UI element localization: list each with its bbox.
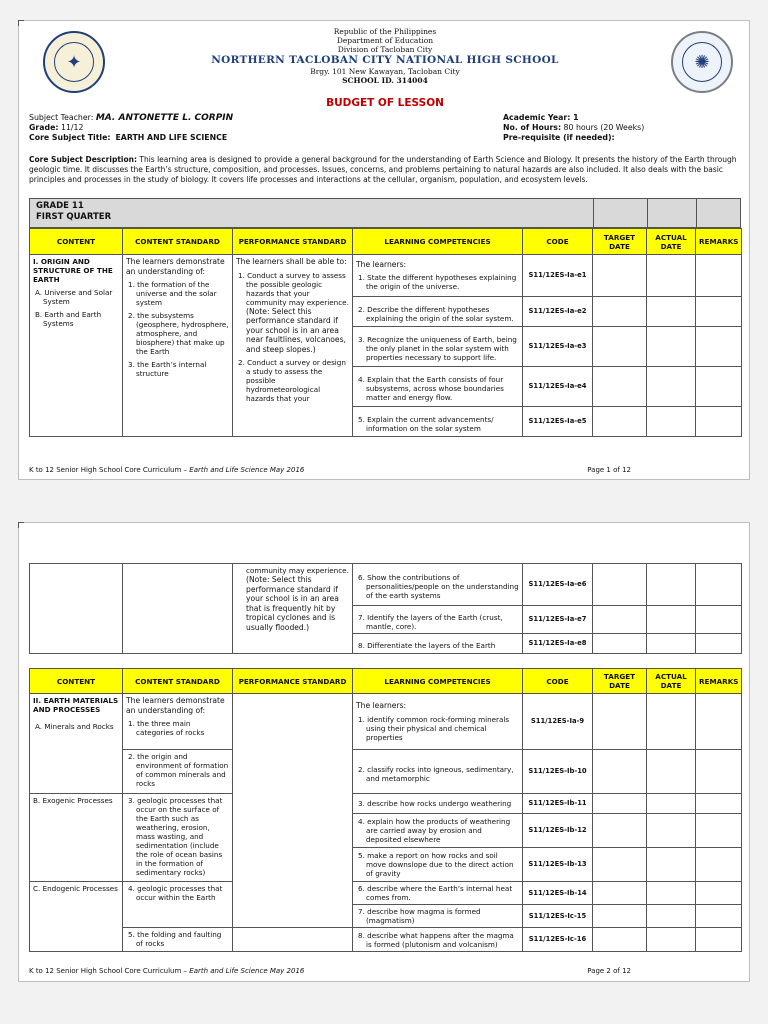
lc-item: 2. classify rocks into igneous, sedimentary, and metamorphic	[358, 764, 514, 783]
actual-date-cell[interactable]	[647, 327, 696, 367]
col-code: CODE	[523, 669, 593, 694]
col-learning-competencies: LEARNING COMPETENCIES	[353, 669, 523, 694]
lc-item: 3. describe how rocks undergo weathering	[358, 799, 512, 808]
actual-date-cell[interactable]	[647, 255, 696, 297]
col-target-date: TARGET DATE	[593, 669, 647, 694]
actual-date-cell[interactable]	[647, 794, 696, 814]
lc-item: 2. Describe the different hypotheses explaining the origin of the solar system.	[358, 304, 514, 323]
lc-item: 8. describe what happens after the magma is formed (plutonism and volcanism)	[358, 930, 514, 949]
col-remarks: REMARKS	[696, 229, 742, 255]
code-cell: S11/12ES-Ia-e1	[523, 255, 593, 297]
page-1	[18, 20, 750, 480]
content-item: C. Endogenic Processes	[33, 884, 118, 893]
target-date-cell[interactable]	[593, 327, 647, 367]
content-standard-cell	[123, 750, 233, 794]
hours-label: No. of Hours:	[503, 123, 562, 132]
hours-value: 80 hours (20 Weeks)	[563, 123, 645, 132]
table-header-row	[30, 229, 742, 255]
table-row	[30, 255, 742, 297]
lc-heading: The learners:	[356, 259, 407, 269]
lc-item: 1. State the different hypotheses explaining the origin of the universe.	[358, 273, 517, 292]
footer-italic: Earth and Life Science May 2016	[189, 967, 305, 975]
lc-cell	[353, 882, 523, 905]
code-cell: S11/12ES-Ia-e4	[523, 367, 593, 407]
ps-item: 2. Conduct a survey or design a study to assess the possible hydrometeorological hazards that your	[238, 358, 346, 403]
col-actual-date: ACTUAL DATE	[647, 229, 696, 255]
remarks-cell[interactable]	[696, 750, 742, 794]
ps-note: (Note: Select this performance standard if your school is in an area that is frequently hit by tropical cyclones and is usually flooded.)	[246, 575, 339, 632]
grade-label: Grade:	[29, 123, 59, 132]
performance-standard-cell	[233, 928, 353, 952]
remarks-cell[interactable]	[696, 634, 742, 654]
col-performance-standard: PERFORMANCE STANDARD	[233, 669, 353, 694]
code-cell: S11/12ES-Ia-e2	[523, 297, 593, 327]
remarks-cell[interactable]	[696, 928, 742, 952]
content-item: A. Minerals and Rocks	[35, 722, 114, 731]
academic-year: Academic Year: 1	[503, 113, 579, 122]
prerequisite-label: Pre-requisite (if needed):	[503, 133, 615, 142]
ps-item: 1. Conduct a survey to assess the possible geologic hazards that your community may experience.	[238, 270, 349, 307]
lc-cell	[353, 905, 523, 928]
cs-item: 2. the origin and environment of formation of common minerals and rocks	[128, 752, 229, 788]
description-label: Core Subject Description:	[29, 155, 137, 164]
col-target-date: TARGET DATE	[593, 229, 647, 255]
target-date-cell[interactable]	[593, 750, 647, 794]
subject-description	[29, 155, 741, 185]
lc-item: 7. describe how magma is formed (magmatism)	[358, 907, 481, 925]
lc-cell	[353, 848, 523, 882]
letterhead	[19, 27, 751, 97]
lc-item: 8. Differentiate the layers of the Earth	[358, 641, 496, 650]
lc-item: 4. Explain that the Earth consists of four subsystems, across whose boundaries matter and energy flow.	[358, 375, 504, 402]
school-name: NORTHERN TACLOBAN CITY NATIONAL HIGH SCHOOL	[211, 54, 559, 66]
page-number: Page 1 of 12	[587, 466, 631, 474]
tacloban-city-division-seal-icon: ✦	[43, 31, 105, 93]
target-date-cell[interactable]	[593, 407, 647, 437]
code-cell: S11/12ES-Ib-11	[523, 794, 593, 814]
content-title: I. ORIGIN AND STRUCTURE OF THE EARTH	[33, 257, 113, 284]
page-corner-mark	[18, 522, 24, 528]
cs-item: 2. the subsystems (geosphere, hydrosphere, atmosphere, and biosphere) that make up the Earth	[128, 311, 229, 356]
content-cell	[30, 564, 123, 654]
meta-right	[503, 113, 644, 143]
remarks-cell[interactable]	[696, 848, 742, 882]
remarks-cell[interactable]	[696, 327, 742, 367]
table-row	[30, 794, 742, 814]
col-learning-competencies: LEARNING COMPETENCIES	[353, 229, 523, 255]
performance-standard-cell	[233, 564, 353, 654]
performance-standard-cell	[233, 255, 353, 437]
lc-cell	[353, 634, 523, 654]
lesson-table-p1	[29, 228, 742, 437]
content-cell	[30, 882, 123, 952]
target-date-cell[interactable]	[593, 928, 647, 952]
teacher-label: Subject Teacher:	[29, 113, 94, 122]
page-footer	[29, 466, 741, 474]
lc-item: 4. explain how the products of weathering are carried away by erosion and deposited elsewhere	[358, 817, 511, 844]
core-subject-value: EARTH AND LIFE SCIENCE	[115, 133, 228, 142]
lc-cell	[353, 794, 523, 814]
code-cell: S11/12ES-Ia-e3	[523, 327, 593, 367]
target-date-cell[interactable]	[593, 794, 647, 814]
footer-italic: Earth and Life Science May 2016	[189, 466, 305, 474]
actual-date-cell[interactable]	[647, 814, 696, 848]
actual-date-cell[interactable]	[647, 367, 696, 407]
performance-standard-cell	[233, 694, 353, 928]
quarter-label-bar: FIRST QUARTER	[36, 212, 112, 222]
target-date-cell[interactable]	[593, 606, 647, 634]
actual-date-cell[interactable]	[647, 928, 696, 952]
col-remarks: REMARKS	[696, 669, 742, 694]
remarks-cell[interactable]	[696, 297, 742, 327]
remarks-cell[interactable]	[696, 564, 742, 606]
lc-cell	[353, 694, 523, 750]
remarks-cell[interactable]	[696, 367, 742, 407]
code-cell: S11/12ES-Ia-e5	[523, 407, 593, 437]
division-line: Division of Tacloban City	[337, 45, 433, 54]
cs-item: 4. geologic processes that occur within the Earth	[128, 884, 223, 902]
meta-left	[29, 113, 233, 143]
lc-item: 1. identify common rock-forming minerals using their physical and chemical properties	[358, 714, 510, 742]
content-standard-cell	[123, 882, 233, 928]
col-performance-standard: PERFORMANCE STANDARD	[233, 229, 353, 255]
lc-item: 6. describe where the Earth’s internal heat comes from.	[358, 884, 513, 902]
col-actual-date: ACTUAL DATE	[647, 669, 696, 694]
teacher-name: MA. ANTONETTE L. CORPIN	[95, 113, 234, 123]
actual-date-cell[interactable]	[647, 694, 696, 750]
cs-heading: The learners demonstrate an understanding of:	[126, 696, 225, 715]
target-date-cell[interactable]	[593, 905, 647, 928]
actual-date-cell[interactable]	[647, 905, 696, 928]
ps-continued: community may experience.	[246, 566, 349, 575]
remarks-cell[interactable]	[696, 407, 742, 437]
target-date-cell[interactable]	[593, 694, 647, 750]
col-content-standard: CONTENT STANDARD	[123, 669, 233, 694]
cs-item: 3. the Earth’s internal structure	[128, 360, 207, 378]
actual-date-cell[interactable]	[647, 750, 696, 794]
department-line: Department of Education	[336, 36, 434, 45]
content-standard-cell	[123, 694, 233, 750]
document-title: BUDGET OF LESSON	[326, 97, 444, 109]
description-text: This learning area is designed to provide a general background for the understanding of Earth Science and Biology. It presents the history of the Earth through geologic time. It discusses the Earth’s structure, composition, and processes. Issues, concerns, and problems pertaining to natural hazards are also included. It also deals with the basic principles and processes in the study of biology. It covers life processes and interactions at the cellular, organism, population, and ecosystem levels.	[29, 155, 737, 184]
target-date-cell[interactable]	[593, 814, 647, 848]
col-content: CONTENT	[30, 229, 123, 255]
actual-date-cell[interactable]	[647, 297, 696, 327]
code-cell: S11/12ES-Ia-e8	[523, 634, 593, 654]
code-cell: S11/12ES-Ib-14	[523, 882, 593, 905]
actual-date-cell[interactable]	[647, 564, 696, 606]
cs-item: 5. the folding and faulting of rocks	[128, 930, 222, 948]
grade-quarter-bar	[29, 198, 741, 228]
letterhead-text	[149, 27, 621, 85]
remarks-cell[interactable]	[696, 694, 742, 750]
lesson-table-p2-continued	[29, 563, 742, 654]
grade-label-bar: GRADE 11	[36, 201, 84, 211]
lc-item: 6. Show the contributions of personalities/people on the understanding of the earth systems	[358, 573, 519, 600]
content-standard-cell	[123, 564, 233, 654]
table-row	[30, 564, 742, 606]
table-header-row	[30, 669, 742, 694]
lc-cell	[353, 297, 523, 327]
footer-text: K to 12 Senior High School Core Curriculum –	[29, 466, 190, 474]
page-2	[18, 522, 750, 982]
cs-item: 3. geologic processes that occur on the surface of the Earth such as weathering, erosion, mass wasting, and sedimentation (include the role of ocean basins in the formation of sedimentary rocks)	[128, 796, 223, 877]
remarks-cell[interactable]	[696, 606, 742, 634]
remarks-cell[interactable]	[696, 794, 742, 814]
actual-date-cell[interactable]	[647, 634, 696, 654]
lc-cell	[353, 750, 523, 794]
content-cell	[30, 794, 123, 882]
page-footer	[29, 967, 741, 975]
content-standard-cell	[123, 255, 233, 437]
code-cell: S11/12ES-Ib-13	[523, 848, 593, 882]
content-item: B. Earth and Earth Systems	[35, 310, 102, 328]
table-row	[30, 928, 742, 952]
lc-item: 5. make a report on how rocks and soil move downslope due to the direct action of gravity	[358, 851, 514, 878]
target-date-cell[interactable]	[593, 255, 647, 297]
actual-date-cell[interactable]	[647, 882, 696, 905]
content-title: II. EARTH MATERIALS AND PROCESSES	[33, 696, 119, 714]
code-cell: S11/12ES-Ib-12	[523, 814, 593, 848]
actual-date-cell[interactable]	[647, 606, 696, 634]
lc-item: 3. Recognize the uniqueness of Earth, being the only planet in the solar system with properties necessary to support life.	[358, 335, 517, 362]
lc-cell	[353, 814, 523, 848]
lc-heading: The learners:	[356, 701, 407, 711]
school-seal-icon: ✺	[671, 31, 733, 93]
remarks-cell[interactable]	[696, 255, 742, 297]
content-cell	[30, 255, 123, 437]
core-subject-label: Core Subject Title:	[29, 133, 111, 142]
lc-cell	[353, 928, 523, 952]
content-standard-cell	[123, 794, 233, 882]
code-cell: S11/12ES-Ia-9	[523, 694, 593, 750]
footer-text: K to 12 Senior High School Core Curriculum –	[29, 967, 190, 975]
grade-value: 11/12	[60, 123, 84, 132]
code-cell: S11/12ES-Ic-16	[523, 928, 593, 952]
target-date-cell[interactable]	[593, 848, 647, 882]
lc-item: 5. Explain the current advancements/ information on the solar system	[358, 414, 494, 433]
lc-cell	[353, 564, 523, 606]
target-date-cell[interactable]	[593, 564, 647, 606]
actual-date-cell[interactable]	[647, 848, 696, 882]
page-corner-mark	[18, 20, 24, 26]
lc-cell	[353, 407, 523, 437]
remarks-cell[interactable]	[696, 814, 742, 848]
remarks-cell[interactable]	[696, 882, 742, 905]
cs-heading: The learners demonstrate an understanding of:	[126, 257, 225, 276]
lc-cell	[353, 255, 523, 297]
content-item: A. Universe and Solar System	[35, 288, 113, 306]
code-cell: S11/12ES-Ia-e7	[523, 606, 593, 634]
content-cell	[30, 694, 123, 794]
table-row	[30, 694, 742, 750]
ps-heading: The learners shall be able to:	[236, 257, 347, 266]
lesson-table-p2	[29, 668, 742, 952]
content-item: B. Exogenic Processes	[33, 796, 113, 805]
school-address: Brgy. 101 New Kawayan, Tacloban City	[310, 67, 460, 76]
col-code: CODE	[523, 229, 593, 255]
divider	[593, 199, 594, 227]
content-standard-cell	[123, 928, 233, 952]
ps-note: (Note: Select this performance standard if your school is in an area near faultlines, volcanoes, and steep slopes.)	[246, 306, 346, 354]
lc-cell	[353, 367, 523, 407]
page-number: Page 2 of 12	[587, 967, 631, 975]
remarks-cell[interactable]	[696, 905, 742, 928]
code-cell: S11/12ES-Ic-15	[523, 905, 593, 928]
lc-item: 7. Identify the layers of the Earth (crust, mantle, core).	[358, 612, 503, 631]
code-cell: S11/12ES-Ib-10	[523, 750, 593, 794]
target-date-cell[interactable]	[593, 297, 647, 327]
divider	[647, 199, 648, 227]
target-date-cell[interactable]	[593, 882, 647, 905]
table-row	[30, 882, 742, 905]
lc-cell	[353, 606, 523, 634]
school-id: SCHOOL ID. 314004	[342, 76, 428, 85]
cs-item: 1. the formation of the universe and the solar system	[128, 280, 217, 307]
col-content-standard: CONTENT STANDARD	[123, 229, 233, 255]
target-date-cell[interactable]	[593, 634, 647, 654]
target-date-cell[interactable]	[593, 367, 647, 407]
actual-date-cell[interactable]	[647, 407, 696, 437]
col-content: CONTENT	[30, 669, 123, 694]
code-cell: S11/12ES-Ia-e6	[523, 564, 593, 606]
lc-cell	[353, 327, 523, 367]
republic-line: Republic of the Philippines	[333, 27, 437, 36]
divider	[696, 199, 697, 227]
table-row	[30, 750, 742, 794]
cs-item: 1. the three main categories of rocks	[128, 719, 205, 737]
